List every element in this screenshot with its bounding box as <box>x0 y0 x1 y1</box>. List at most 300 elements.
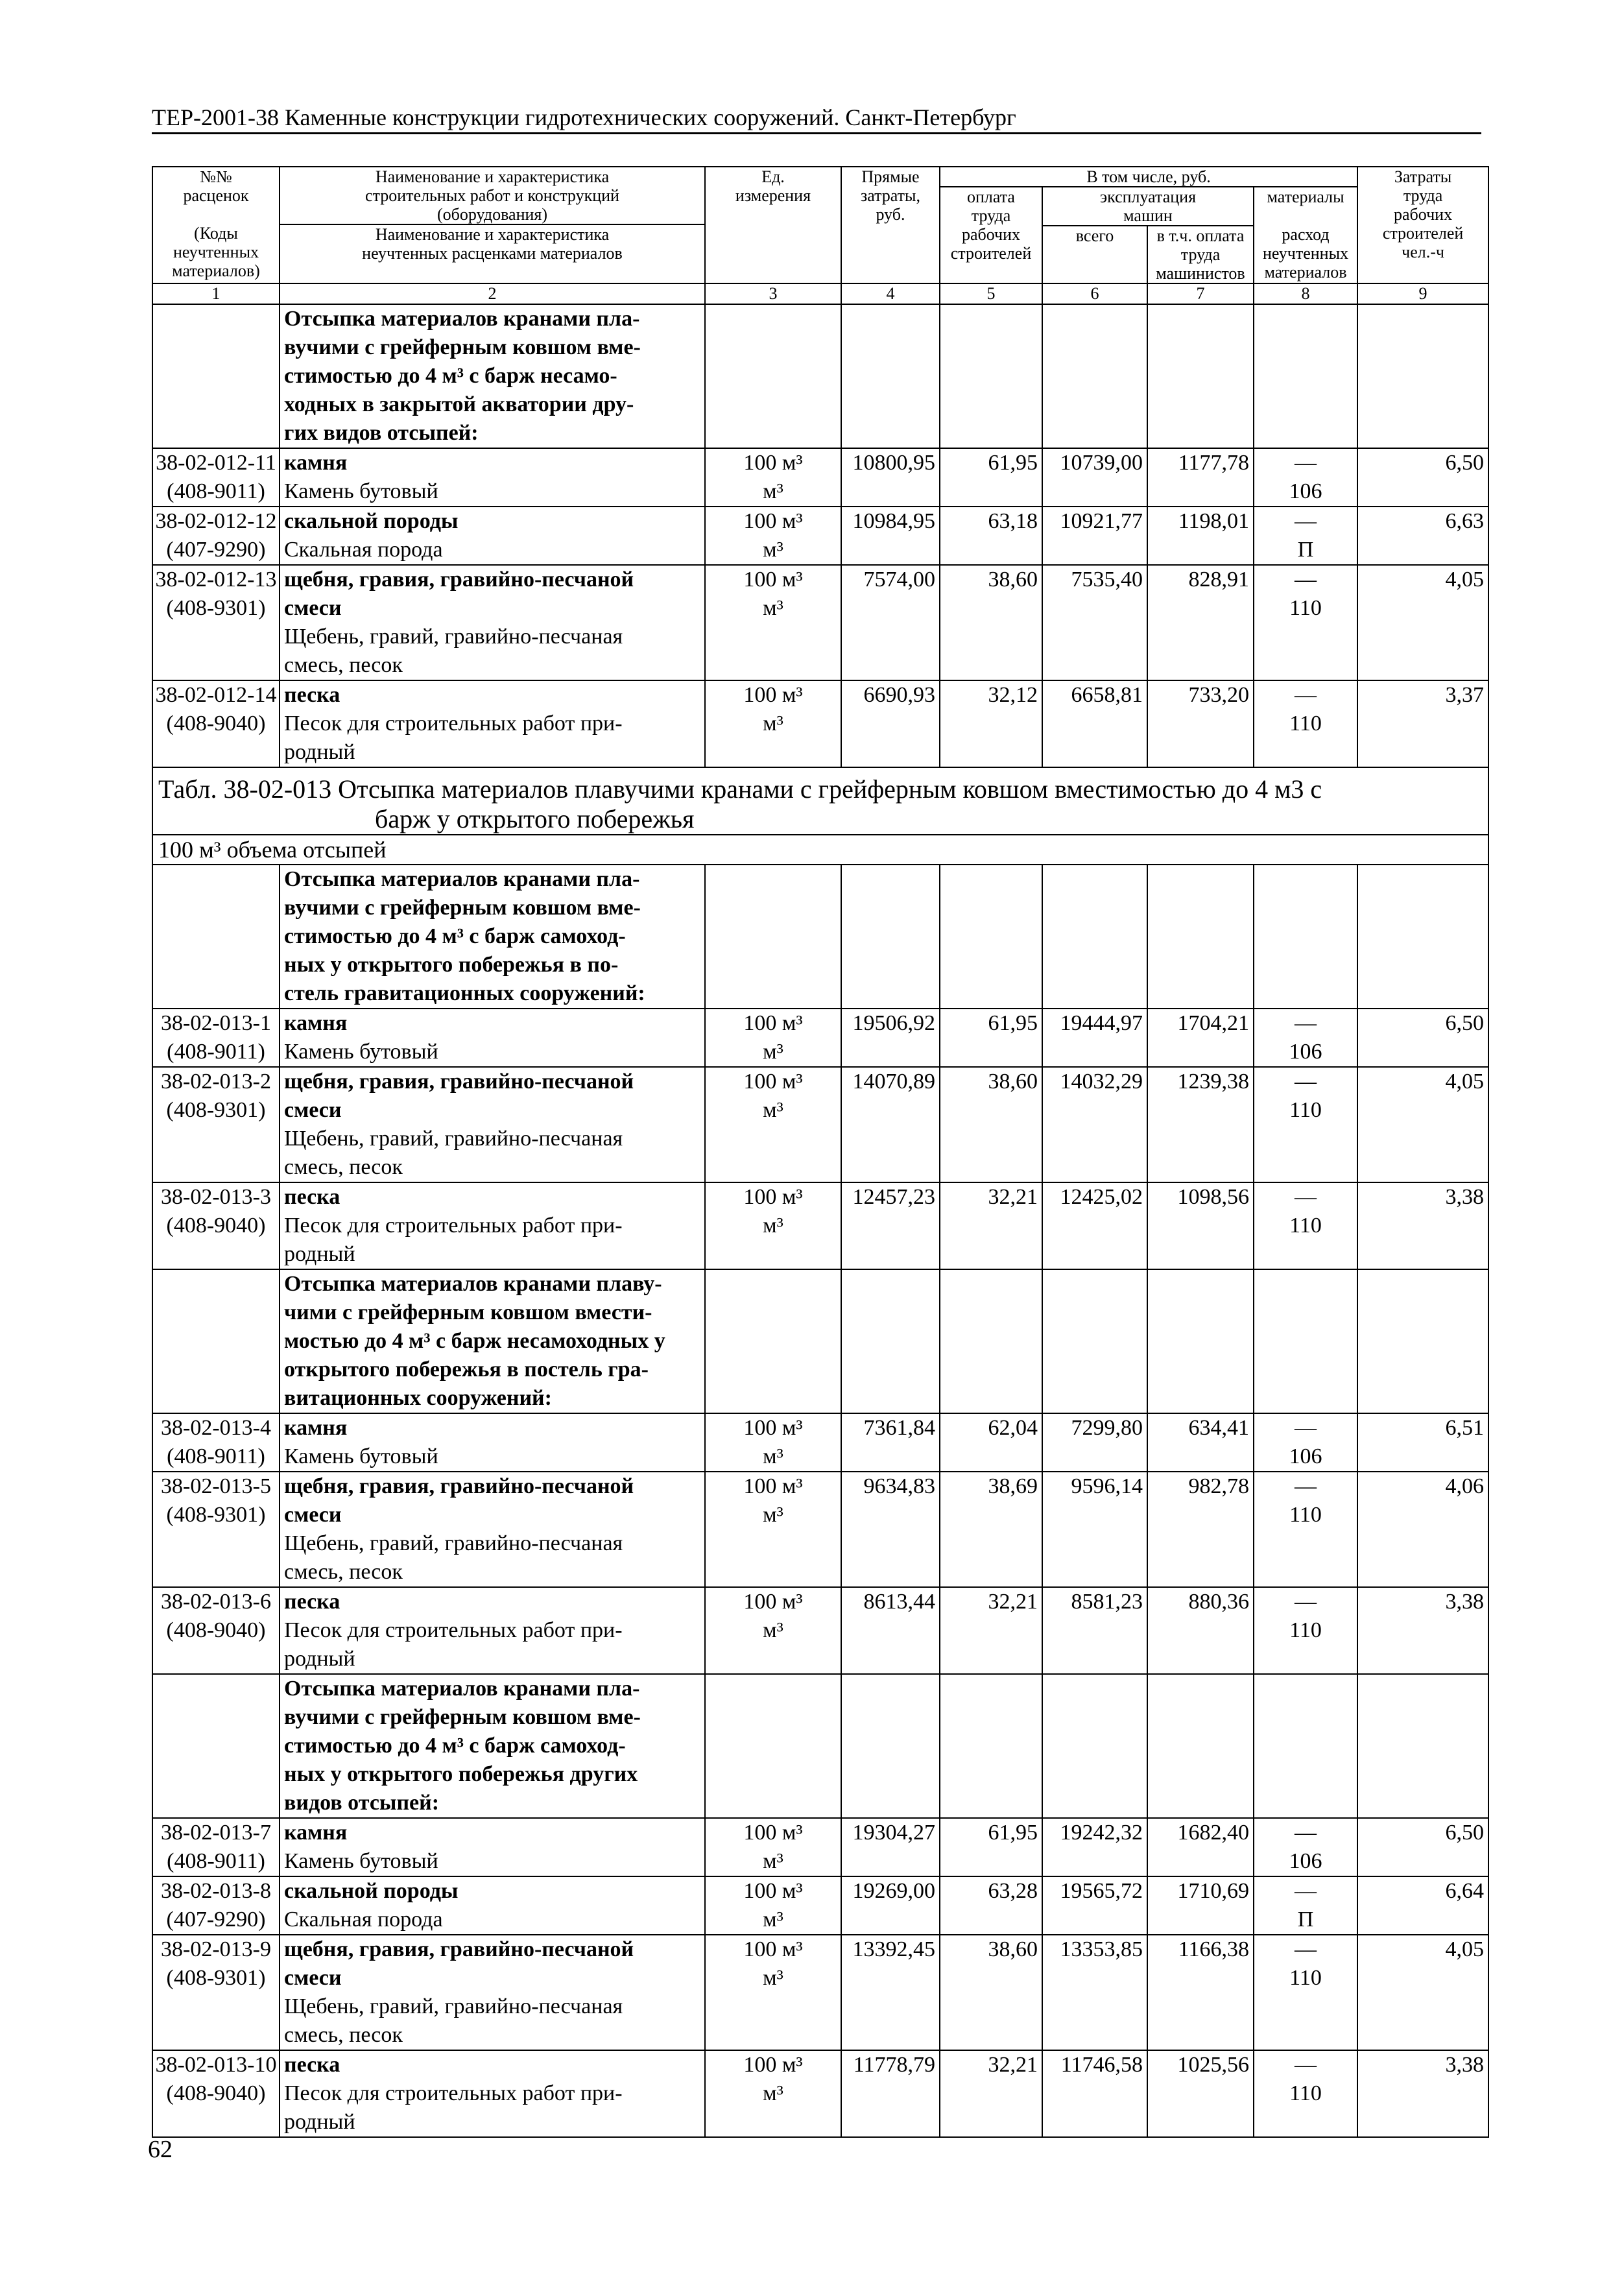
table-row <box>152 1182 1488 1269</box>
table2-title: Табл. 38-02-013 Отсыпка материалов плавучими кранами с грейферным ковшом вместимостью до 4 м3 с барж у открытого побережья <box>152 767 1488 835</box>
labor-cost: 32,21 <box>940 1182 1042 1269</box>
direct-cost: 8613,44 <box>841 1587 940 1674</box>
unit: 100 м³ <box>743 1011 803 1035</box>
group-title-line: вучими с грейферным ковшом вме- <box>284 896 641 920</box>
material-quantity: 110 <box>1289 596 1322 620</box>
unit-cell <box>705 680 841 767</box>
labor-hours: 6,64 <box>1357 1876 1488 1935</box>
direct-cost: 9634,83 <box>841 1472 940 1587</box>
unit: 100 м³ <box>743 2053 803 2077</box>
unit: 100 м³ <box>743 1821 803 1845</box>
machine-labor-cost: 1239,38 <box>1147 1067 1254 1182</box>
rate-code-cell <box>152 1876 280 1935</box>
labor-cost: 38,60 <box>940 565 1042 680</box>
labor-cost: 61,95 <box>940 448 1042 507</box>
unit: 100 м³ <box>743 683 803 707</box>
section-3 <box>152 1269 1488 1674</box>
material-name: Щебень, гравий, гравийно-песчаная <box>284 1127 623 1151</box>
materials-cell <box>1254 1182 1357 1269</box>
material-unit: м³ <box>763 2081 783 2105</box>
work-name-cell <box>280 565 705 680</box>
machine-labor-cost: 828,91 <box>1147 565 1254 680</box>
unit-cell <box>705 1182 841 1269</box>
empty-cell <box>1147 304 1254 448</box>
work-name-cell <box>280 1818 705 1876</box>
material-name: Песок для строительных работ при- <box>284 2081 623 2105</box>
labor-cost: 63,18 <box>940 507 1042 565</box>
group-title-line: вучими с грейферным ковшом вме- <box>284 1705 641 1729</box>
col-materials-header: материалы расход неучтенных материалов <box>1254 187 1357 283</box>
material-name: Песок для строительных работ при- <box>284 712 623 736</box>
material-name: Щебень, гравий, гравийно-песчаная <box>284 625 623 649</box>
material-code: (408-9040) <box>166 1214 266 1238</box>
labor-hours: 3,38 <box>1357 1587 1488 1674</box>
materials-cost: — <box>1295 1185 1317 1209</box>
rate-code: 38-02-012-11 <box>156 451 276 475</box>
material-name: Скальная порода <box>284 538 443 562</box>
page-number: 62 <box>148 2136 173 2163</box>
col-machines-header: эксплуатация машин <box>1042 187 1254 226</box>
work-name-cell <box>280 2050 705 2137</box>
material-quantity: 106 <box>1289 1040 1322 1064</box>
work-name: смеси <box>284 596 342 620</box>
rate-code: 38-02-013-8 <box>161 1879 271 1903</box>
direct-cost: 19506,92 <box>841 1009 940 1067</box>
materials-cost: — <box>1295 1879 1317 1903</box>
work-name: камня <box>284 451 348 475</box>
material-quantity: П <box>1297 1908 1314 1932</box>
group-title-line: гих видов отсыпей: <box>284 421 479 445</box>
group-title-line: витационных сооружений: <box>284 1386 552 1410</box>
rate-code: 38-02-013-1 <box>161 1011 271 1035</box>
labor-hours: 6,51 <box>1357 1413 1488 1472</box>
material-name: Камень бутовый <box>284 1040 438 1064</box>
material-name: смесь, песок <box>284 2023 403 2047</box>
machine-cost: 19565,72 <box>1042 1876 1147 1935</box>
empty-cell <box>1042 1269 1147 1413</box>
materials-cell <box>1254 1587 1357 1674</box>
rate-code: 38-02-013-10 <box>155 2053 277 2077</box>
machine-cost: 19444,97 <box>1042 1009 1147 1067</box>
rate-code-cell <box>152 1472 280 1587</box>
materials-cost: — <box>1295 1821 1317 1845</box>
empty-cell <box>940 1674 1042 1818</box>
direct-cost: 7574,00 <box>841 565 940 680</box>
materials-cell <box>1254 1818 1357 1876</box>
labor-cost: 32,21 <box>940 1587 1042 1674</box>
labor-cost: 61,95 <box>940 1009 1042 1067</box>
materials-cell <box>1254 680 1357 767</box>
table-row <box>152 1067 1488 1182</box>
empty-cell <box>705 1269 841 1413</box>
table-row <box>152 1472 1488 1587</box>
empty-cell <box>1147 1674 1254 1818</box>
material-code: (408-9011) <box>167 1040 265 1064</box>
labor-hours: 4,05 <box>1357 1935 1488 2050</box>
col-unit-header: Ед. измерения <box>705 167 841 283</box>
material-quantity: 106 <box>1289 1444 1322 1468</box>
material-name: родный <box>284 2110 355 2134</box>
labor-hours: 3,37 <box>1357 680 1488 767</box>
page-header <box>152 102 1481 134</box>
material-name: смесь, песок <box>284 1560 403 1584</box>
unit-cell <box>705 1876 841 1935</box>
machine-labor-cost: 1025,56 <box>1147 2050 1254 2137</box>
machine-cost: 11746,58 <box>1042 2050 1147 2137</box>
direct-cost: 6690,93 <box>841 680 940 767</box>
empty-cell <box>705 304 841 448</box>
material-name: родный <box>284 740 355 764</box>
group-title-line: Отсыпка материалов кранами пла- <box>284 867 640 891</box>
material-unit: м³ <box>763 1040 783 1064</box>
labor-hours: 4,06 <box>1357 1472 1488 1587</box>
materials-cell <box>1254 1472 1357 1587</box>
machine-cost: 13353,85 <box>1042 1935 1147 2050</box>
material-unit: м³ <box>763 538 783 562</box>
empty-cell <box>940 304 1042 448</box>
unit: 100 м³ <box>743 1070 803 1094</box>
work-name-cell <box>280 1067 705 1182</box>
rate-code-cell <box>152 565 280 680</box>
group-title-line: ных у открытого побережья в по- <box>284 953 619 977</box>
unit: 100 м³ <box>743 1590 803 1614</box>
direct-cost: 10800,95 <box>841 448 940 507</box>
unit: 100 м³ <box>743 1416 803 1440</box>
unit-cell <box>705 2050 841 2137</box>
group-title-row <box>152 1269 1488 1413</box>
material-quantity: 110 <box>1289 1966 1322 1990</box>
rate-code-cell <box>152 1413 280 1472</box>
group-title-line: видов отсыпей: <box>284 1791 440 1815</box>
material-unit: м³ <box>763 1503 783 1527</box>
materials-cost: — <box>1295 1937 1317 1961</box>
material-code: (408-9040) <box>166 712 266 736</box>
material-name: Камень бутовый <box>284 1849 438 1873</box>
work-name: песка <box>284 1185 340 1209</box>
work-name: камня <box>284 1011 348 1035</box>
materials-cell <box>1254 507 1357 565</box>
labor-hours: 6,50 <box>1357 448 1488 507</box>
rate-code: 38-02-013-6 <box>161 1590 271 1614</box>
group-title-line: Отсыпка материалов кранами плаву- <box>284 1272 662 1296</box>
rate-code-cell <box>152 507 280 565</box>
rate-code: 38-02-013-2 <box>161 1070 271 1094</box>
table2-title-block <box>152 767 1488 865</box>
material-code: (408-9301) <box>166 1966 266 1990</box>
materials-cost: — <box>1295 451 1317 475</box>
material-code: (408-9040) <box>166 1618 266 1642</box>
table-row <box>152 1009 1488 1067</box>
group-title-row <box>152 865 1488 1009</box>
materials-cost: — <box>1295 1011 1317 1035</box>
section-1 <box>152 304 1488 767</box>
machine-cost: 19242,32 <box>1042 1818 1147 1876</box>
materials-cell <box>1254 1413 1357 1472</box>
unit: 100 м³ <box>743 568 803 592</box>
material-code: (408-9301) <box>166 1098 266 1122</box>
material-unit: м³ <box>763 1908 783 1932</box>
unit-cell <box>705 1587 841 1674</box>
work-name: смеси <box>284 1098 342 1122</box>
material-name: Щебень, гравий, гравийно-песчаная <box>284 1994 623 2018</box>
materials-cell <box>1254 1067 1357 1182</box>
material-code: (407-9290) <box>166 538 266 562</box>
unit-cell <box>705 565 841 680</box>
empty-cell <box>705 1674 841 1818</box>
unit: 100 м³ <box>743 1474 803 1498</box>
machine-labor-cost: 1177,78 <box>1147 448 1254 507</box>
direct-cost: 12457,23 <box>841 1182 940 1269</box>
material-name: родный <box>284 1647 355 1671</box>
unit: 100 м³ <box>743 451 803 475</box>
labor-hours: 6,50 <box>1357 1818 1488 1876</box>
rate-code: 38-02-013-4 <box>161 1416 271 1440</box>
work-name: песка <box>284 2053 340 2077</box>
group-title <box>280 865 705 1009</box>
machine-cost: 9596,14 <box>1042 1472 1147 1587</box>
material-code: (408-9301) <box>166 1503 266 1527</box>
work-name: песка <box>284 683 340 707</box>
empty-cell <box>841 1674 940 1818</box>
material-unit: м³ <box>763 1849 783 1873</box>
group-title-line: стель гравитационных сооружений: <box>284 981 645 1005</box>
group-title-line: ных у открытого побережья других <box>284 1762 638 1786</box>
empty-cell <box>1357 1674 1488 1818</box>
unit-cell <box>705 1413 841 1472</box>
group-title <box>280 1269 705 1413</box>
material-quantity: 106 <box>1289 479 1322 503</box>
machine-cost: 10739,00 <box>1042 448 1147 507</box>
table-row <box>152 1935 1488 2050</box>
direct-cost: 10984,95 <box>841 507 940 565</box>
direct-cost: 19304,27 <box>841 1818 940 1876</box>
material-unit: м³ <box>763 1618 783 1642</box>
material-unit: м³ <box>763 1098 783 1122</box>
labor-hours: 4,05 <box>1357 565 1488 680</box>
group-title-line: стимостью до 4 м³ с барж самоход- <box>284 1734 626 1758</box>
table-row <box>152 448 1488 507</box>
col-incl-header: В том числе, руб. <box>940 167 1357 187</box>
labor-hours: 6,50 <box>1357 1009 1488 1067</box>
labor-hours: 6,63 <box>1357 507 1488 565</box>
unit-cell <box>705 1067 841 1182</box>
work-name: щебня, гравия, гравийно-песчаной <box>284 1474 634 1498</box>
table-row <box>152 1413 1488 1472</box>
group-title-row <box>152 1674 1488 1818</box>
group-title-line: Отсыпка материалов кранами пла- <box>284 307 640 331</box>
work-name: скальной породы <box>284 1879 459 1903</box>
group-title-line: стимостью до 4 м³ с барж несамо- <box>284 364 617 388</box>
labor-cost: 63,28 <box>940 1876 1042 1935</box>
unit-cell <box>705 448 841 507</box>
col-labor-header: оплата труда рабочих строителей <box>940 187 1042 283</box>
labor-cost: 61,95 <box>940 1818 1042 1876</box>
work-name-cell <box>280 1876 705 1935</box>
materials-cost: — <box>1295 683 1317 707</box>
work-name: смеси <box>284 1503 342 1527</box>
table-row <box>152 680 1488 767</box>
material-quantity: 110 <box>1289 1618 1322 1642</box>
labor-hours: 3,38 <box>1357 1182 1488 1269</box>
material-code: (408-9011) <box>167 1444 265 1468</box>
material-name: Песок для строительных работ при- <box>284 1214 623 1238</box>
group-code-cell <box>152 304 280 448</box>
materials-cell <box>1254 1935 1357 2050</box>
empty-cell <box>1254 865 1357 1009</box>
col-code-header: №№ расценок (Коды неучтенных материалов) <box>152 167 280 283</box>
machine-cost: 12425,02 <box>1042 1182 1147 1269</box>
labor-cost: 38,60 <box>940 1067 1042 1182</box>
direct-cost: 13392,45 <box>841 1935 940 2050</box>
labor-hours: 4,05 <box>1357 1067 1488 1182</box>
labor-cost: 62,04 <box>940 1413 1042 1472</box>
work-name-cell <box>280 1413 705 1472</box>
rate-code-cell <box>152 1818 280 1876</box>
machine-labor-cost: 880,36 <box>1147 1587 1254 1674</box>
material-quantity: 110 <box>1289 712 1322 736</box>
rate-code-cell <box>152 2050 280 2137</box>
labor-cost: 32,21 <box>940 2050 1042 2137</box>
material-unit: м³ <box>763 712 783 736</box>
empty-cell <box>1254 1674 1357 1818</box>
price-table <box>152 166 1489 2138</box>
labor-cost: 32,12 <box>940 680 1042 767</box>
material-unit: м³ <box>763 1966 783 1990</box>
material-name: смесь, песок <box>284 1155 403 1179</box>
rate-code: 38-02-012-13 <box>155 568 277 592</box>
rate-code-cell <box>152 1009 280 1067</box>
unit-cell <box>705 1935 841 2050</box>
material-name: Щебень, гравий, гравийно-песчаная <box>284 1531 623 1555</box>
work-name: смеси <box>284 1966 342 1990</box>
materials-cell <box>1254 1009 1357 1067</box>
material-name: Скальная порода <box>284 1908 443 1932</box>
machine-labor-cost: 634,41 <box>1147 1413 1254 1472</box>
section-2 <box>152 865 1488 1269</box>
material-unit: м³ <box>763 596 783 620</box>
unit: 100 м³ <box>743 1185 803 1209</box>
table-row <box>152 1587 1488 1674</box>
table-row <box>152 1818 1488 1876</box>
document-title: ТЕР-2001-38 Каменные конструкции гидротехнических сооружений. Санкт-Петербург <box>152 104 1016 130</box>
material-name: смесь, песок <box>284 653 403 677</box>
rate-code-cell <box>152 1587 280 1674</box>
work-name: камня <box>284 1416 348 1440</box>
group-title-line: мостью до 4 м³ с барж несамоходных у <box>284 1329 665 1353</box>
work-name: песка <box>284 1590 340 1614</box>
work-name: скальной породы <box>284 509 459 533</box>
group-title-line: Отсыпка материалов кранами пла- <box>284 1677 640 1701</box>
group-title-line: вучими с грейферным ковшом вме- <box>284 335 641 359</box>
rate-code: 38-02-012-14 <box>155 683 277 707</box>
work-name-cell <box>280 507 705 565</box>
material-unit: м³ <box>763 479 783 503</box>
labor-cost: 38,60 <box>940 1935 1042 2050</box>
group-title <box>280 304 705 448</box>
section-4 <box>152 1674 1488 2137</box>
col-direct-header: Прямые затраты, руб. <box>841 167 940 283</box>
machine-cost: 7299,80 <box>1042 1413 1147 1472</box>
rate-code: 38-02-013-3 <box>161 1185 271 1209</box>
group-title-line: стимостью до 4 м³ с барж самоход- <box>284 924 626 948</box>
machine-labor-cost: 982,78 <box>1147 1472 1254 1587</box>
empty-cell <box>1357 865 1488 1009</box>
machine-labor-cost: 1198,01 <box>1147 507 1254 565</box>
rate-code: 38-02-013-9 <box>161 1937 271 1961</box>
column-numbers-row: 1 2 3 4 5 6 7 8 9 <box>152 283 1488 304</box>
rate-code-cell <box>152 448 280 507</box>
materials-cell <box>1254 565 1357 680</box>
empty-cell <box>841 1269 940 1413</box>
empty-cell <box>1042 304 1147 448</box>
empty-cell <box>1042 865 1147 1009</box>
table-header <box>152 167 1488 304</box>
col-hours-header: Затраты труда рабочих строителей чел.-ч <box>1357 167 1488 283</box>
labor-cost: 38,69 <box>940 1472 1042 1587</box>
machine-cost: 7535,40 <box>1042 565 1147 680</box>
direct-cost: 19269,00 <box>841 1876 940 1935</box>
material-quantity: 106 <box>1289 1849 1322 1873</box>
rate-code: 38-02-012-12 <box>155 509 277 533</box>
group-code-cell <box>152 1674 280 1818</box>
table-row <box>152 507 1488 565</box>
work-name: щебня, гравия, гравийно-песчаной <box>284 568 634 592</box>
group-title-line: ходных в закрытой акватории дру- <box>284 392 634 416</box>
empty-cell <box>841 304 940 448</box>
empty-cell <box>1147 865 1254 1009</box>
machine-labor-cost: 1710,69 <box>1147 1876 1254 1935</box>
rate-code-cell <box>152 1935 280 2050</box>
material-unit: м³ <box>763 1214 783 1238</box>
material-name: Камень бутовый <box>284 479 438 503</box>
machine-labor-cost: 1098,56 <box>1147 1182 1254 1269</box>
material-quantity: 110 <box>1289 2081 1322 2105</box>
materials-cell <box>1254 448 1357 507</box>
empty-cell <box>1357 304 1488 448</box>
rate-code-cell <box>152 1067 280 1182</box>
empty-cell <box>1254 1269 1357 1413</box>
unit: 100 м³ <box>743 1879 803 1903</box>
empty-cell <box>940 1269 1042 1413</box>
machine-cost: 8581,23 <box>1042 1587 1147 1674</box>
material-code: (408-9011) <box>167 1849 265 1873</box>
materials-cost: — <box>1295 509 1317 533</box>
rate-code-cell <box>152 1182 280 1269</box>
unit-cell <box>705 1472 841 1587</box>
material-code: (408-9040) <box>166 2081 266 2105</box>
machine-labor-cost: 733,20 <box>1147 680 1254 767</box>
empty-cell <box>940 865 1042 1009</box>
table-row <box>152 2050 1488 2137</box>
col-mach-labor-header: в т.ч. оплата труда машинистов <box>1147 226 1254 283</box>
labor-hours: 3,38 <box>1357 2050 1488 2137</box>
unit-cell <box>705 1009 841 1067</box>
table-row <box>152 565 1488 680</box>
unit-cell <box>705 1818 841 1876</box>
col-mach-total-header: всего <box>1042 226 1147 283</box>
work-name-cell <box>280 680 705 767</box>
work-name: камня <box>284 1821 348 1845</box>
work-name: щебня, гравия, гравийно-песчаной <box>284 1070 634 1094</box>
group-title <box>280 1674 705 1818</box>
group-title-line: открытого побережья в постель гра- <box>284 1358 649 1382</box>
empty-cell <box>1357 1269 1488 1413</box>
work-name-cell <box>280 1587 705 1674</box>
material-name: Песок для строительных работ при- <box>284 1618 623 1642</box>
work-name-cell <box>280 1009 705 1067</box>
direct-cost: 11778,79 <box>841 2050 940 2137</box>
unit-cell <box>705 507 841 565</box>
